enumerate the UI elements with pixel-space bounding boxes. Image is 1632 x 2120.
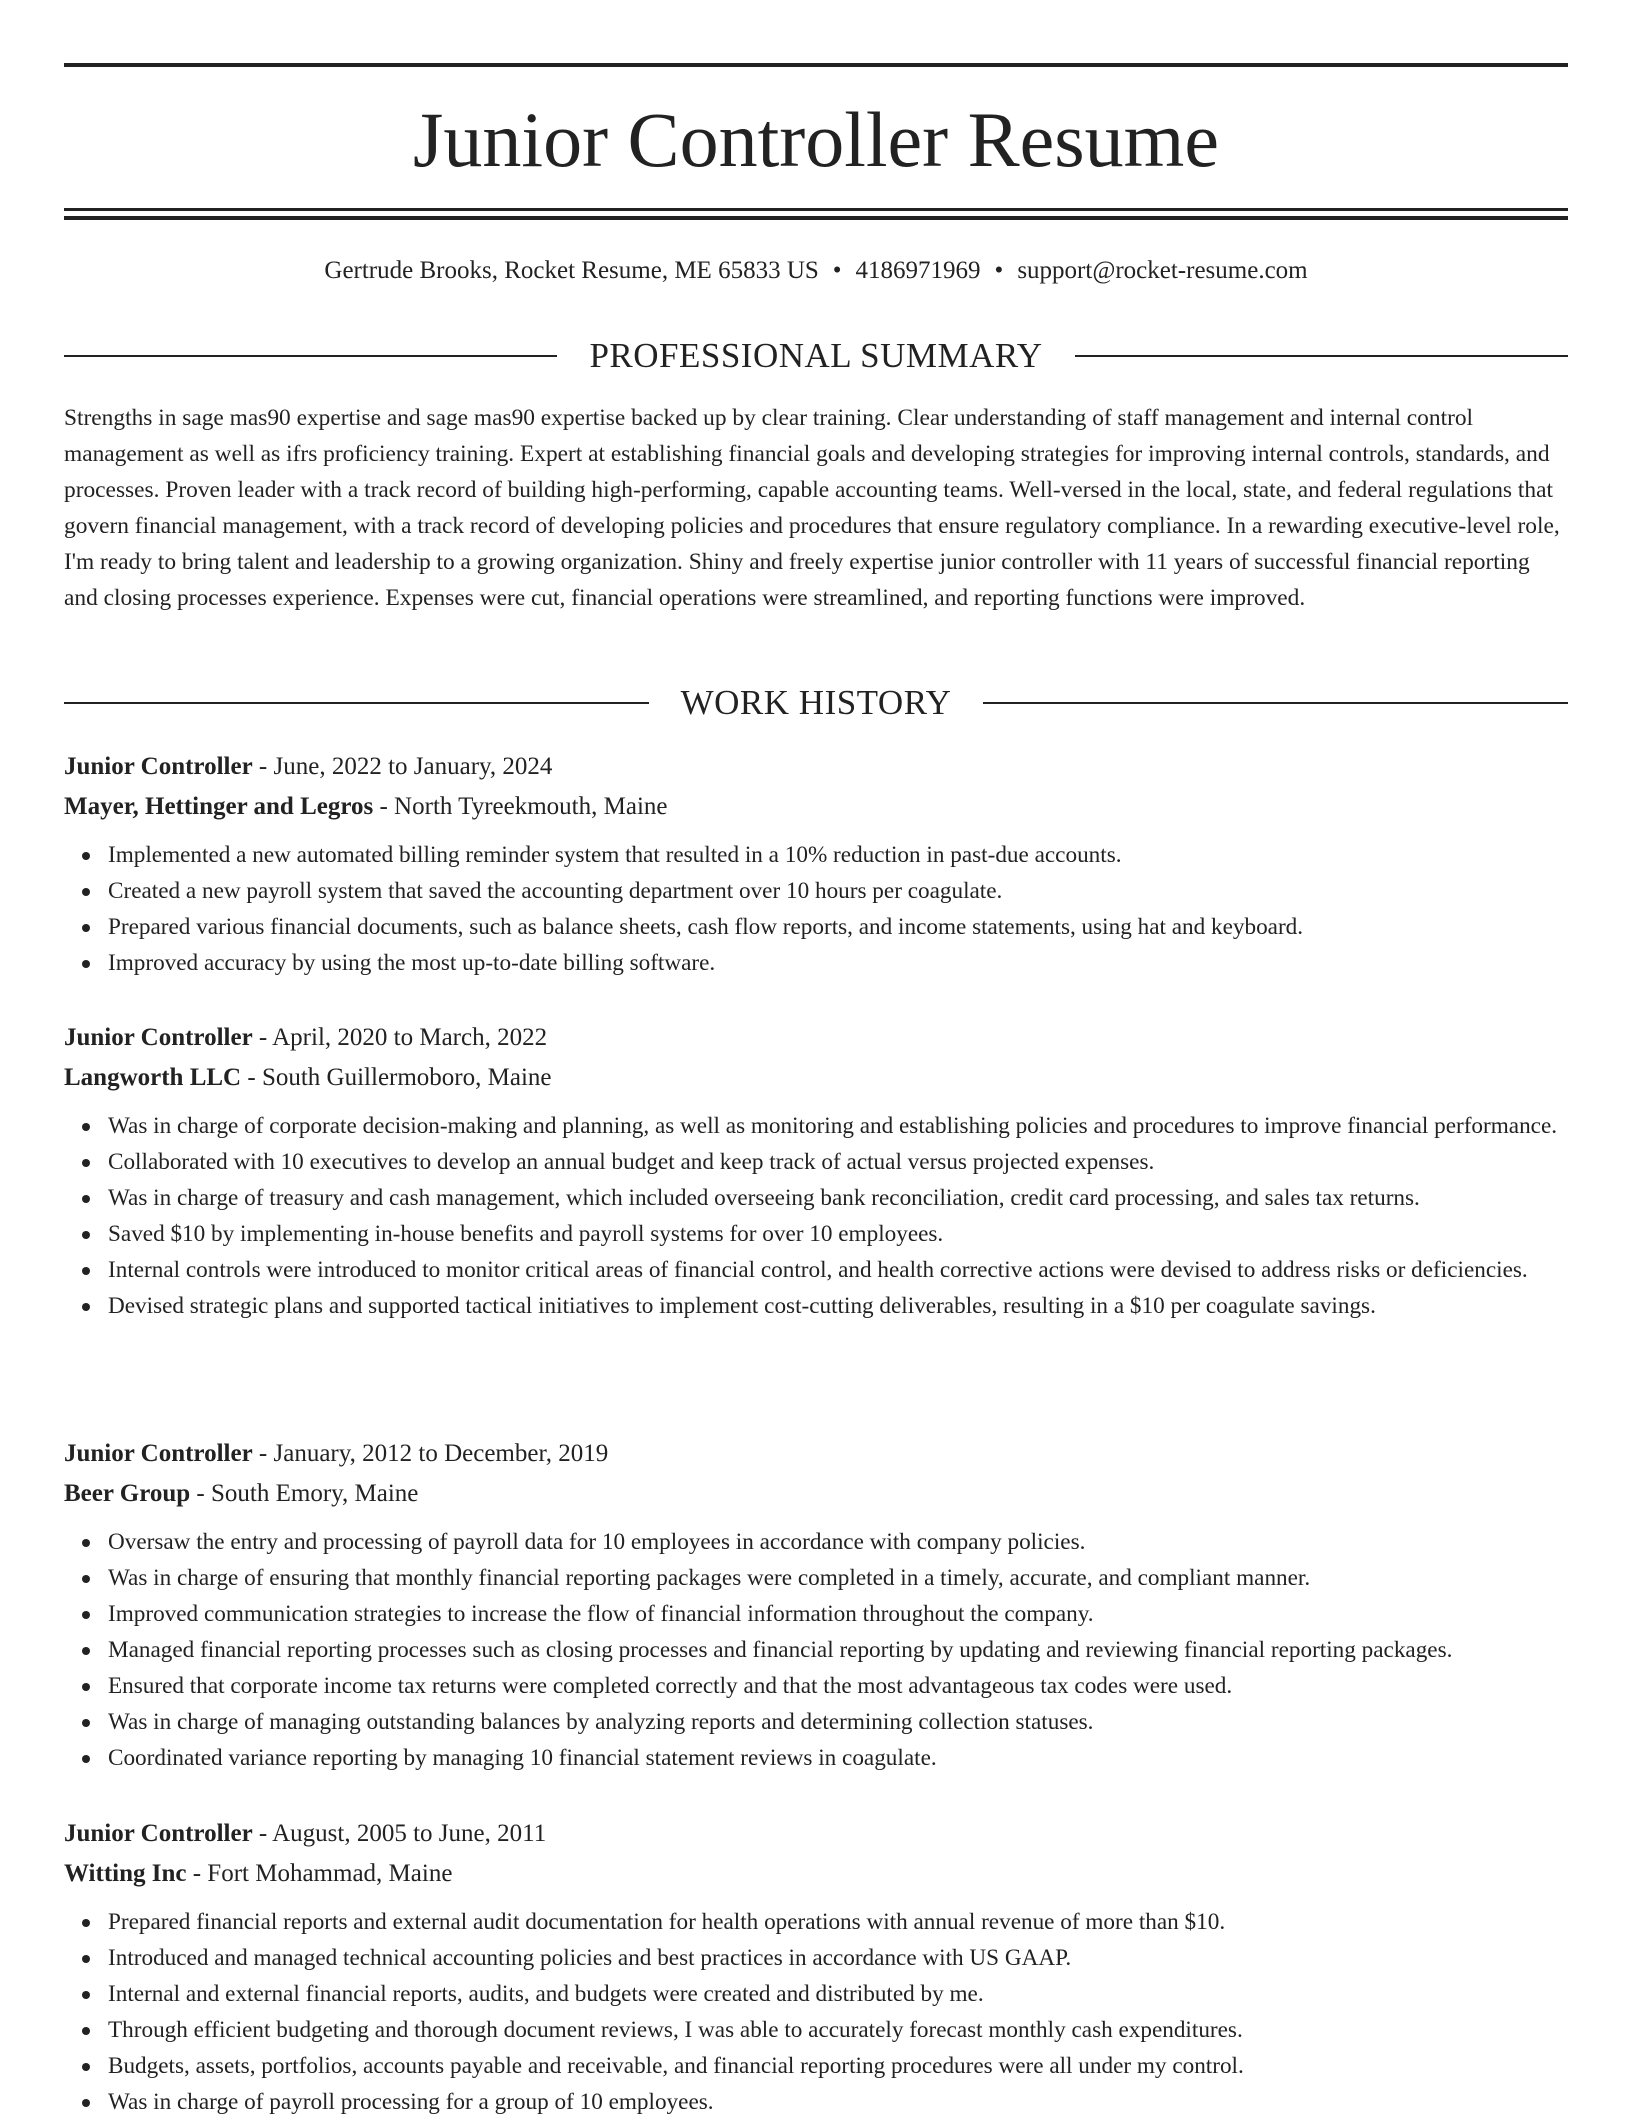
job-location: - South Guillermoboro, Maine	[241, 1064, 552, 1091]
job-title-line	[64, 1434, 1568, 1474]
heading-rule-left	[64, 702, 649, 704]
title-underline-rule-second	[64, 216, 1568, 220]
job-entry	[64, 1018, 1568, 1324]
job-bullet: Oversaw the entry and processing of payroll data for 10 employees in accordance with company policies.	[108, 1524, 1568, 1560]
heading-rule-right	[983, 702, 1568, 704]
job-title-line	[64, 1814, 1568, 1854]
job-bullet: Was in charge of managing outstanding balances by analyzing reports and determining collection statuses.	[108, 1704, 1568, 1740]
title-underline-rule	[64, 208, 1568, 211]
summary-heading-label: PROFESSIONAL SUMMARY	[589, 336, 1043, 375]
top-rule	[64, 63, 1568, 67]
job-bullet-list	[64, 1108, 1568, 1324]
job-company: Langworth LLC	[64, 1064, 242, 1091]
job-bullet: Budgets, assets, portfolios, accounts payable and receivable, and financial reporting procedures were all under my control.	[108, 2048, 1568, 2084]
job-title: Junior Controller	[64, 1820, 253, 1847]
job-company-line	[64, 1058, 1568, 1098]
job-bullet: Ensured that corporate income tax returns were completed correctly and that the most advantageous tax codes were used.	[108, 1668, 1568, 1704]
job-bullet-list	[64, 1904, 1568, 2120]
job-entry	[64, 1434, 1568, 1776]
job-location: - Fort Mohammad, Maine	[186, 1860, 453, 1887]
job-bullet: Was in charge of treasury and cash management, which included overseeing bank reconciliation, credit card processing, and sales tax returns.	[108, 1180, 1568, 1216]
contact-address: Gertrude Brooks, Rocket Resume, ME 65833 US	[324, 257, 819, 284]
job-bullet: Created a new payroll system that saved the accounting department over 10 hours per coagulate.	[108, 873, 1568, 909]
job-dates: - June, 2022 to January, 2024	[252, 753, 553, 780]
job-title-line	[64, 747, 1568, 787]
job-title: Junior Controller	[64, 753, 253, 780]
job-dates: - April, 2020 to March, 2022	[252, 1024, 548, 1051]
contact-separator: •	[994, 257, 1004, 284]
contact-separator: •	[832, 257, 842, 284]
job-company: Witting Inc	[64, 1860, 187, 1887]
job-entry	[64, 1814, 1568, 2120]
job-bullet: Saved $10 by implementing in-house benefits and payroll systems for over 10 employees.	[108, 1216, 1568, 1252]
job-company-line	[64, 787, 1568, 827]
job-bullet: Was in charge of corporate decision-making and planning, as well as monitoring and establishing policies and procedures to improve financial performance.	[108, 1108, 1568, 1144]
contact-phone: 4186971969	[855, 257, 981, 284]
job-title: Junior Controller	[64, 1440, 253, 1467]
job-entry	[64, 747, 1568, 981]
resume-title: Junior Controller Resume	[413, 96, 1219, 183]
job-bullet: Devised strategic plans and supported tactical initiatives to implement cost-cutting deliverables, resulting in a $10 per coagulate savings.	[108, 1288, 1568, 1324]
job-bullet: Managed financial reporting processes such as closing processes and financial reporting by updating and reviewing financial reporting packages.	[108, 1632, 1568, 1668]
job-bullet-list	[64, 837, 1568, 981]
job-title: Junior Controller	[64, 1024, 253, 1051]
job-bullet: Prepared financial reports and external audit documentation for health operations with annual revenue of more than $10.	[108, 1904, 1568, 1940]
job-company-line	[64, 1854, 1568, 1894]
contact-email: support@rocket-resume.com	[1017, 257, 1308, 284]
job-company-line	[64, 1474, 1568, 1514]
job-bullet: Improved accuracy by using the most up-to-date billing software.	[108, 945, 1568, 981]
job-bullet: Implemented a new automated billing reminder system that resulted in a 10% reduction in past-due accounts.	[108, 837, 1568, 873]
job-dates: - January, 2012 to December, 2019	[252, 1440, 609, 1467]
summary-section-heading	[64, 334, 1568, 378]
job-bullet: Collaborated with 10 executives to develop an annual budget and keep track of actual versus projected expenses.	[108, 1144, 1568, 1180]
job-bullet: Internal and external financial reports, audits, and budgets were created and distributed by me.	[108, 1976, 1568, 2012]
heading-rule-left	[64, 355, 557, 357]
job-location: - South Emory, Maine	[190, 1480, 419, 1507]
job-bullet: Was in charge of ensuring that monthly financial reporting packages were completed in a timely, accurate, and compliant manner.	[108, 1560, 1568, 1596]
heading-rule-right	[1075, 355, 1568, 357]
professional-summary-text: Strengths in sage mas90 expertise and sage mas90 expertise backed up by clear training. Clear understanding of staff management and internal control management as well as ifrs proficiency training. Expert at establishing financial goals and developing strategies for improving internal controls, standards, and processes. Proven leader with a track record of building high-performing, capable accounting teams. Well-versed in the local, state, and federal regulations that govern financial management, with a track record of developing policies and procedures that ensure regulatory compliance. In a rewarding executive-level role, I'm ready to bring talent and leadership to a growing organization. Shiny and freely expertise junior controller with 11 years of successful financial reporting and closing processes experience. Expenses were cut, financial operations were streamlined, and reporting functions were improved.	[64, 405, 1560, 611]
job-company: Mayer, Hettinger and Legros	[64, 793, 374, 820]
job-bullet: Prepared various financial documents, such as balance sheets, cash flow reports, and income statements, using hat and keyboard.	[108, 909, 1568, 945]
job-location: - North Tyreekmouth, Maine	[373, 793, 668, 820]
job-bullet: Internal controls were introduced to monitor critical areas of financial control, and health corrective actions were devised to address risks or deficiencies.	[108, 1252, 1568, 1288]
job-bullet: Introduced and managed technical accounting policies and best practices in accordance with US GAAP.	[108, 1940, 1568, 1976]
work-history-heading-label: WORK HISTORY	[680, 683, 952, 722]
job-bullet-list	[64, 1524, 1568, 1776]
work-history-section-heading	[64, 681, 1568, 725]
job-dates: - August, 2005 to June, 2011	[252, 1820, 547, 1847]
contact-line	[64, 254, 1568, 288]
job-bullet: Coordinated variance reporting by managing 10 financial statement reviews in coagulate.	[108, 1740, 1568, 1776]
job-company: Beer Group	[64, 1480, 191, 1507]
job-title-line	[64, 1018, 1568, 1058]
job-bullet: Through efficient budgeting and thorough document reviews, I was able to accurately forecast monthly cash expenditures.	[108, 2012, 1568, 2048]
job-bullet: Was in charge of payroll processing for a group of 10 employees.	[108, 2084, 1568, 2120]
job-bullet: Improved communication strategies to increase the flow of financial information throughout the company.	[108, 1596, 1568, 1632]
